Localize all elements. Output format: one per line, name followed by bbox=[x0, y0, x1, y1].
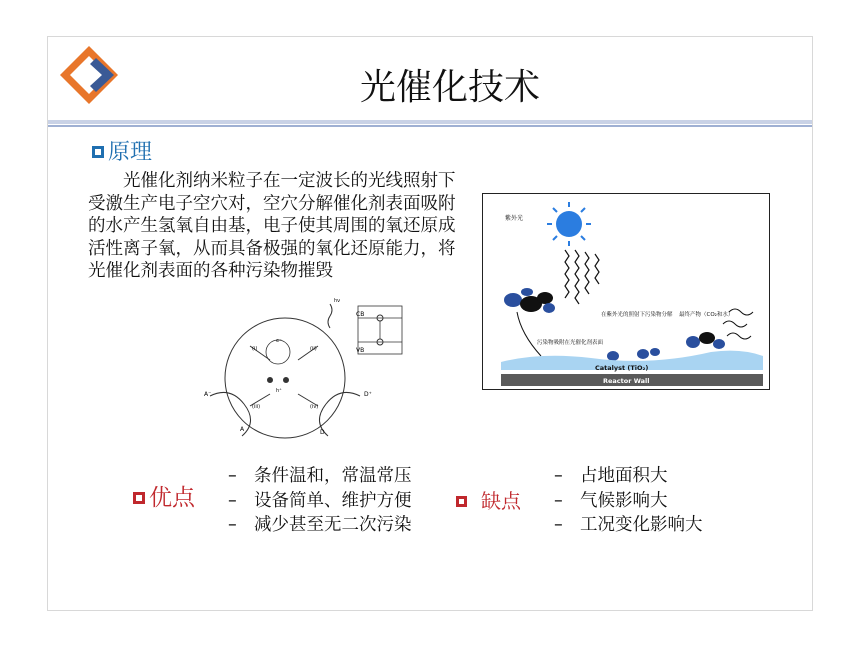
label-vb: VB bbox=[356, 347, 365, 354]
label-hv: hν bbox=[334, 298, 340, 304]
square-bullet-icon bbox=[92, 146, 104, 158]
label-iv: (iv) bbox=[310, 404, 319, 410]
reactor-wall-label: Reactor Wall bbox=[603, 377, 650, 385]
page-title: 光催化技术 bbox=[359, 67, 540, 108]
disadvantages-heading bbox=[456, 488, 521, 514]
label-a: A bbox=[240, 426, 245, 433]
reactor-illustration bbox=[483, 194, 769, 389]
disadvantages-list bbox=[554, 464, 703, 538]
label-electron: e⁻ bbox=[276, 338, 282, 344]
label-ii: (ii) bbox=[310, 346, 317, 352]
list-item: – 工况变化影响大 bbox=[554, 513, 703, 538]
principle-paragraph: 光催化剂纳米粒子在一定波长的光线照射下受激生产电子空穴对，空穴分解催化剂表面吸附的水产生氢氧自由基，电子使其周围的氧还原成活性离子氧，从而具备极强的氧化还原能力，将光催化剂表面的各种污染物摧毁 bbox=[88, 171, 456, 281]
label-a-minus: A⁻ bbox=[204, 391, 212, 398]
disadvantages-heading-label: 缺点 bbox=[481, 489, 521, 513]
photocatalysis-mechanism-diagram bbox=[190, 296, 430, 442]
title-divider bbox=[48, 120, 812, 124]
label-d: D bbox=[320, 429, 325, 436]
list-item: – 设备简单、维护方便 bbox=[228, 489, 412, 514]
label-d-plus: D⁺ bbox=[364, 391, 372, 398]
list-item: – 减少甚至无二次污染 bbox=[228, 513, 412, 538]
label-i: (i) bbox=[252, 346, 258, 352]
list-item: – 气候影响大 bbox=[554, 489, 703, 514]
catalyst-label: Catalyst (TiO₂) bbox=[595, 364, 649, 372]
list-item: – 占地面积大 bbox=[554, 464, 703, 489]
principle-heading bbox=[92, 140, 152, 166]
label-cb: CB bbox=[356, 311, 365, 318]
decompose-label: 在紫外光的照射下污染物分解 bbox=[601, 312, 673, 318]
advantages-list bbox=[228, 464, 412, 538]
list-item: – 条件温和，常温常压 bbox=[228, 464, 412, 489]
square-bullet-icon bbox=[456, 496, 467, 507]
title-divider-accent bbox=[48, 125, 812, 127]
advantages-heading-label: 优点 bbox=[149, 485, 195, 511]
label-hole: h⁺ bbox=[276, 388, 282, 394]
photocatalysis-illustration bbox=[482, 193, 770, 390]
diamond-logo-icon bbox=[58, 44, 120, 106]
adsorb-label: 污染物吸附在光催化剂表面 bbox=[537, 340, 604, 346]
label-iii: (iii) bbox=[252, 404, 261, 410]
product-label: 最终产物（CO₂和水） bbox=[679, 312, 734, 318]
uv-label: 紫外光 bbox=[505, 215, 524, 222]
principle-heading-label: 原理 bbox=[108, 140, 153, 165]
advantages-heading bbox=[133, 485, 195, 511]
square-bullet-icon bbox=[133, 492, 145, 504]
